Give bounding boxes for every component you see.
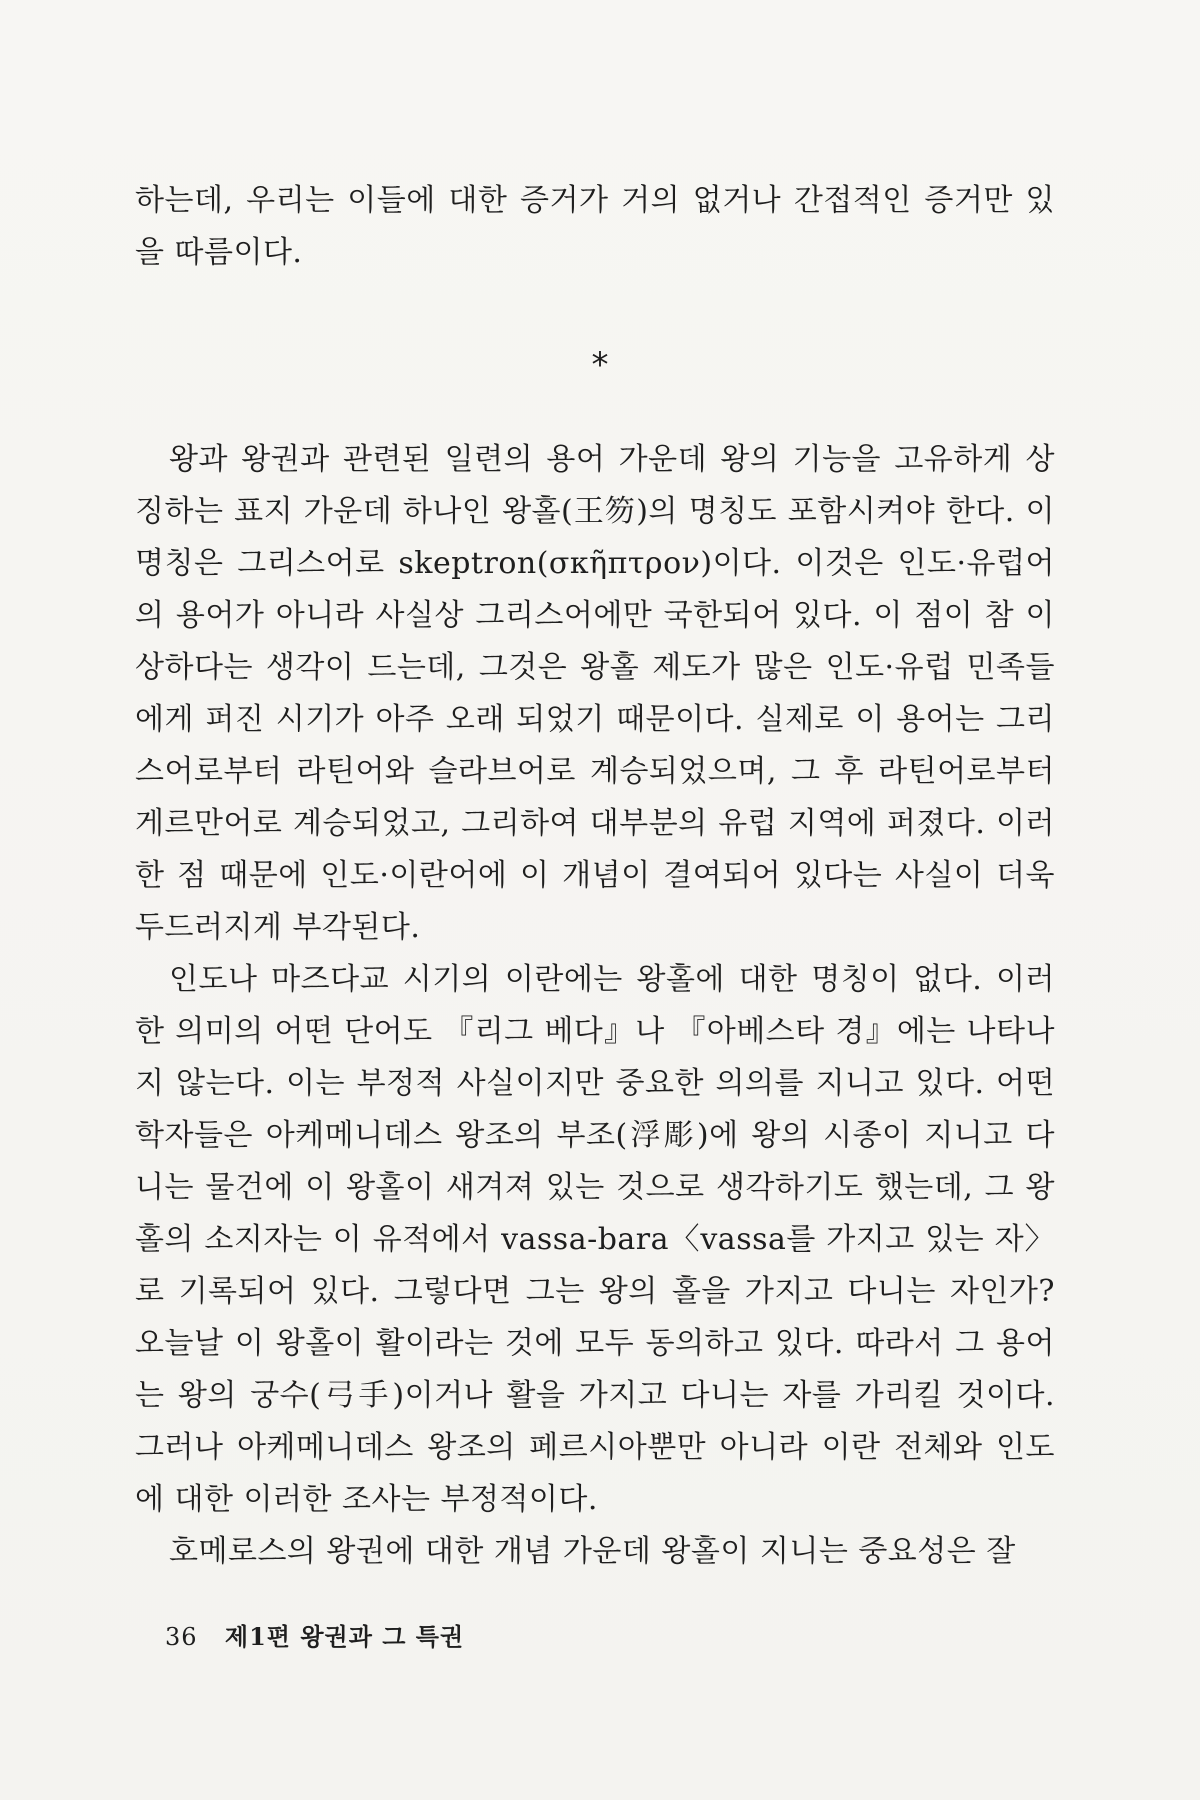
page-footer (165, 1617, 464, 1652)
main-text-block (135, 434, 1055, 1578)
paragraph-sceptre-term: 왕과 왕권과 관련된 일련의 용어 가운데 왕의 기능을 고유하게 상징하는 표지 가운데 하나인 왕홀(王笏)의 명칭도 포함시켜야 한다. 이 명칭은 그리스어로 skeptron(σκῆπτρον)이다. 이것은 인도·유럽어의 용어가 아니라 사실상 그리스어에만 국한되어 있다. 이 점이 참 이상하다는 생각이 드는데, 그것은 왕홀 제도가 많은 인도·유럽 민족들에게 퍼진 시기가 아주 오래 되었기 때문이다. 실제로 이 용어는 그리스어로부터 라틴어와 슬라브어로 계승되었으며, 그 후 라틴어로부터 게르만어로 계승되었고, 그리하여 대부분의 유럽 지역에 퍼졌다. 이러한 점 때문에 인도·이란어에 이 개념이 결여되어 있다는 사실이 더욱 두드러지게 부각된다. (135, 442, 1055, 945)
continuation-paragraph: 하는데, 우리는 이들에 대한 증거가 거의 없거나 간접적인 증거만 있을 따름이다. (135, 183, 1055, 270)
paragraph-homeric: 호메로스의 왕권에 대한 개념 가운데 왕홀이 지니는 중요성은 잘 (169, 1534, 1016, 1569)
running-head: 제1편 왕권과 그 특권 (224, 1622, 465, 1651)
paragraph-indo-iranian: 인도나 마즈다교 시기의 이란에는 왕홀에 대한 명칭이 없다. 이러한 의미의 어떤 단어도 『리그 베다』나 『아베스타 경』에는 나타나지 않는다. 이는 부정적 사실이지만 중요한 의의를 지니고 있다. 어떤 학자들은 아케메니데스 왕조의 부조(浮彫)에 왕의 시종이 지니고 다니는 물건에 이 왕홀이 새겨져 있는 것으로 생각하기도 했는데, 그 왕홀의 소지자는 이 유적에서 vassa-bara〈vassa를 가지고 있는 자〉로 기록되어 있다. 그렇다면 그는 왕의 홀을 가지고 다니는 자인가? 오늘날 이 왕홀이 활이라는 것에 모두 동의하고 있다. 따라서 그 용어는 왕의 궁수(弓手)이거나 활을 가지고 다니는 자를 가리킬 것이다. 그러나 아케메니데스 왕조의 페르시아뿐만 아니라 이란 전체와 인도에 대한 이러한 조사는 부정적이다. (135, 962, 1055, 1517)
top-text-block (135, 175, 1055, 279)
section-separator: * (591, 345, 609, 385)
page-number: 36 (165, 1623, 198, 1651)
